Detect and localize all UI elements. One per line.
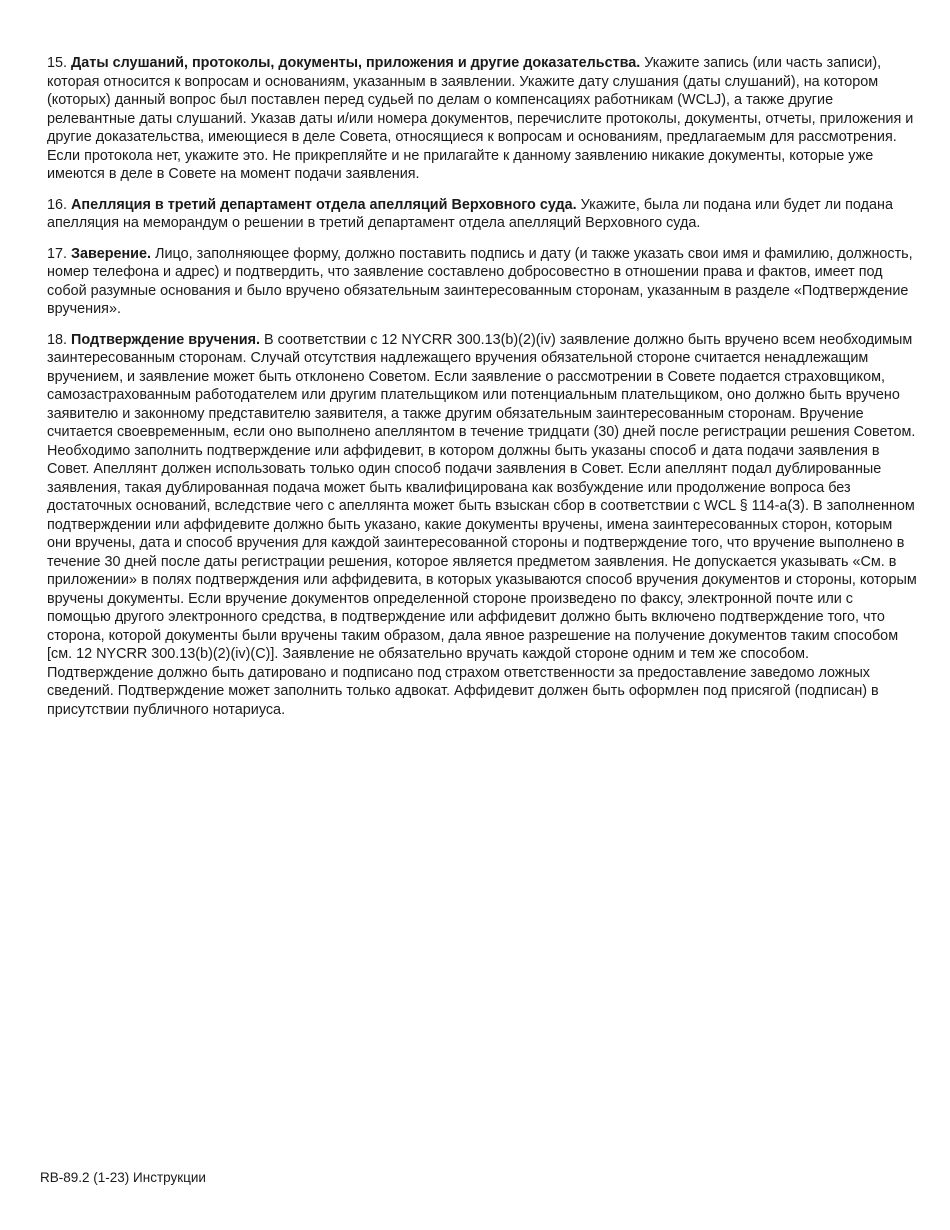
- section-15: [47, 54, 917, 184]
- section-17: [47, 245, 917, 319]
- section-text: Лицо, заполняющее форму, должно поставить подпись и дату (и также указать свои имя и фамилию, должность, номер телефона и адрес) и подтвердить, что заявление составлено добросовестно в отношении права и фактов, имеет под собой разумные основания и было вручено обязательным заинтересованным сторонам, указанным в разделе «Подтверждение вручения».: [47, 245, 913, 317]
- section-text: В соответствии с 12 NYCRR 300.13(b)(2)(iv) заявление должно быть вручено всем необходимым заинтересованным сторонам. Случай отсутствия надлежащего вручения обязательной стороне считается ненадлежащим вручением, и заявление может быть отклонено Советом. Если заявление о рассмотрении в Совете подается страховщиком, самозастрахованным работодателем или другим плательщиком или потенциальным плательщиком, оно должно быть вручено заявителю и законному представителю заявителя, а также другим обязательным заинтересованным сторонам. Вручение считается своевременным, если оно выполнено апеллянтом в течение тридцати (30) дней после регистрации решения Советом. Необходимо заполнить подтверждение или аффидевит, в котором должны быть указаны способ и дата подачи заявления в Совет. Апеллянт должен использовать только один способ подачи заявления в Совет. Если апеллянт подал дублированные заявления, такая дублированная подача может быть квалифицирована как возбуждение или продолжение вопроса без достаточных оснований, вследствие чего с апеллянта может быть взыскан сбор в соответствии с WCL § 114-a(3). В заполненном подтверждении или аффидевите должно быть указано, какие документы вручены, имена заинтересованных сторон, которым они вручены, дата и способ вручения для каждой заинтересованной стороны и подтверждение того, что вручение выполнено в течение 30 дней после даты регистрации решения, которое является предметом заявления. Не допускается указывать «См. в приложении» в полях подтверждения или аффидевита, в которых указываются способ вручения документов и стороны, которым вручены документы. Если вручение документов определенной стороне произведено по факсу, электронной почте или с помощью другого электронного средства, в подтверждение или аффидевит должно быть включено подтверждение того, что сторона, которой документы были вручены таким образом, дала явное разрешение на получение документов таким способом [см. 12 NYCRR 300.13(b)(2)(iv)(C)]. Заявление не обязательно вручать каждой стороне одним и тем же способом. Подтверждение должно быть датировано и подписано под страхом ответственности за предоставление заведомо ложных сведений. Подтверждение может заполнить только адвокат. Аффидевит должен быть оформлен под присягой (подписан) в присутствии публичного нотариуса.: [47, 331, 917, 718]
- section-18: [47, 331, 917, 720]
- form-footer-id: RB-89.2 (1-23) Инструкции: [40, 1170, 206, 1185]
- section-16: [47, 196, 917, 233]
- section-heading: Даты слушаний, протоколы, документы, приложения и другие доказательства.: [71, 55, 641, 71]
- section-heading: Заверение.: [71, 245, 152, 262]
- section-text: Укажите, была ли подана или будет ли подана апелляция на меморандум о решении в третий департамент отдела апелляций Верховного суда.: [47, 196, 893, 231]
- section-number: 17.: [47, 245, 68, 262]
- section-heading: Подтверждение вручения.: [71, 331, 261, 348]
- section-number: 15.: [47, 55, 68, 71]
- instructions-body: [47, 54, 917, 731]
- section-text: Укажите запись (или часть записи), которая относится к вопросам и основаниям, указанным в заявлении. Укажите дату слушания (даты слушаний), на котором (которых) данный вопрос был поставлен перед судьей по делам о компенсациях работникам (WCLJ), а также другие релевантные даты слушаний. Указав даты и/или номера документов, перечислите протоколы, документы, отчеты, приложения и другие доказательства, имеющиеся в деле Совета, относящиеся к вопросам и основаниям, предлагаемым для рассмотрения. Если протокола нет, укажите это. Не прикрепляйте и не прилагайте к данному заявлению никакие документы, которые уже имеются в деле в Совете на момент подачи заявления.: [47, 55, 914, 182]
- section-number: 18.: [47, 331, 68, 348]
- section-number: 16.: [47, 196, 68, 213]
- section-heading: Апелляция в третий департамент отдела апелляций Верховного суда.: [71, 196, 577, 213]
